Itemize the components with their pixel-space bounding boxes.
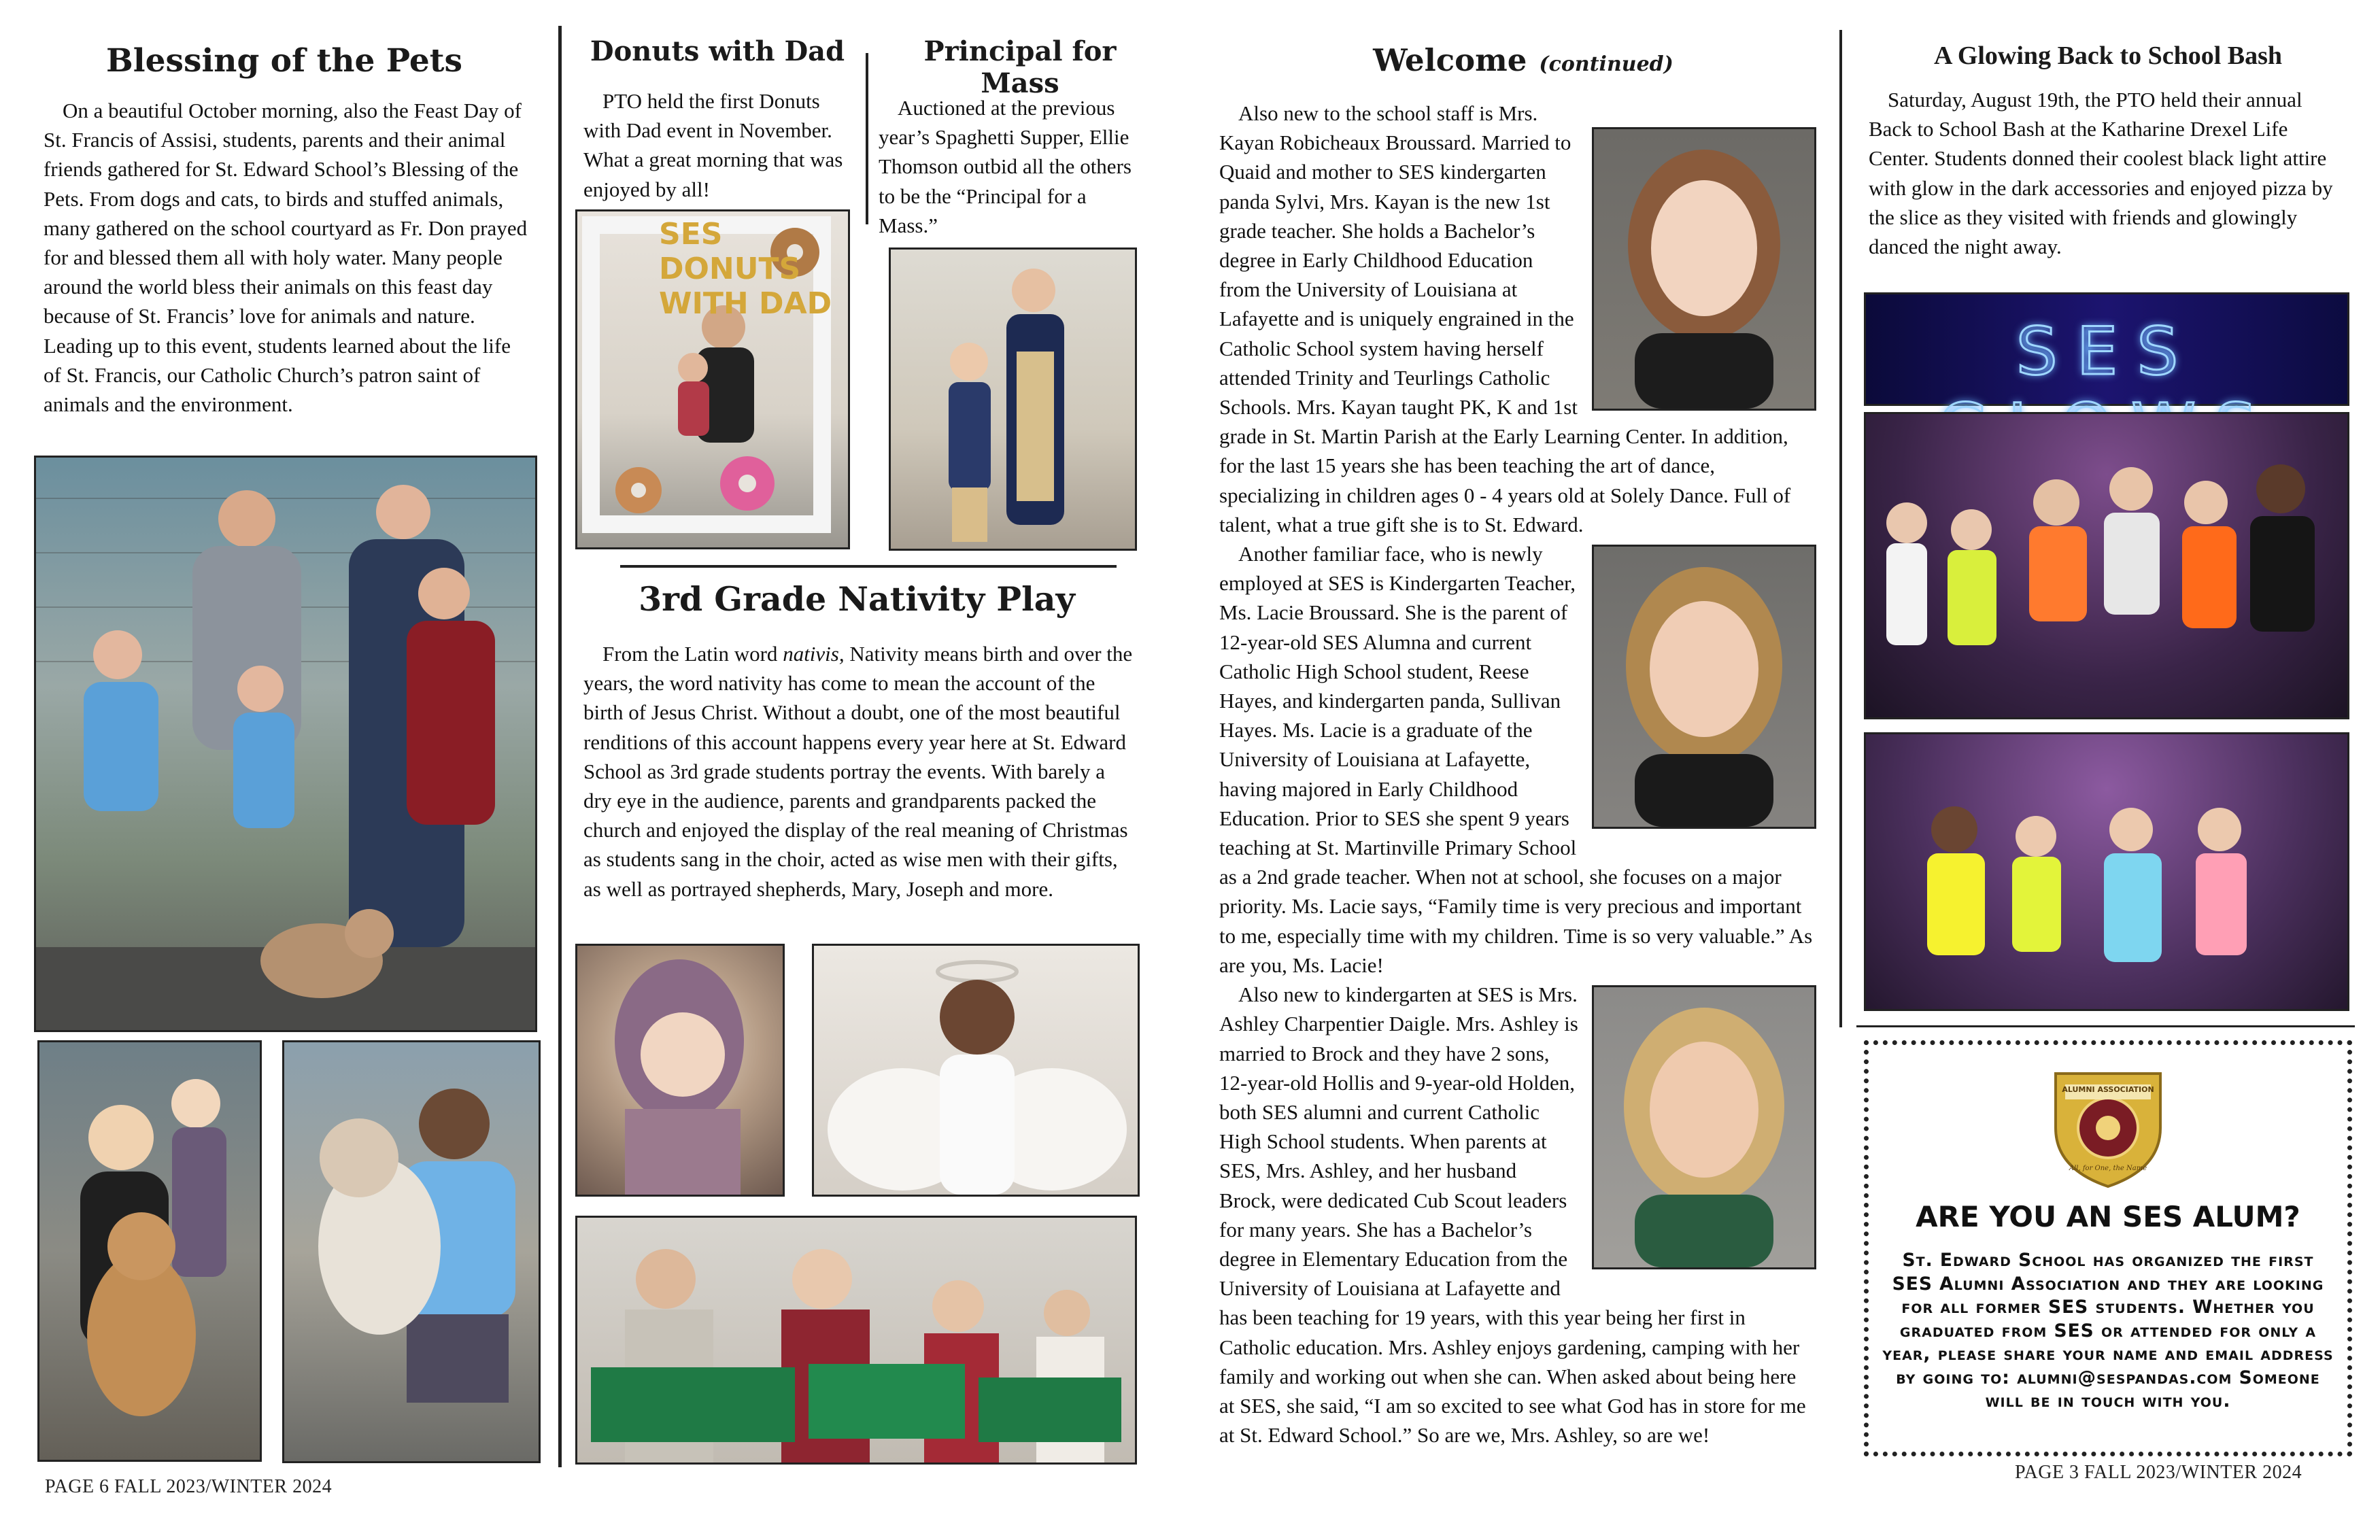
bash-title: A Glowing Back to School Bash — [1933, 41, 2283, 70]
teacher-portrait-illustration — [1594, 129, 1814, 409]
nativity-latin-word: nativis, — [783, 642, 845, 666]
section-rule — [620, 565, 1117, 568]
nativity-title: 3rd Grade Nativity Play — [639, 579, 1075, 619]
column-rule-right — [1839, 30, 1842, 1027]
donuts-photo — [575, 209, 850, 549]
bash-girls-photo — [1864, 732, 2349, 1011]
welcome-para-3: Also new to kindergarten at SES is Mrs. Ashley Charpentier Daigle. Mrs. Ashley is married to Brock and they have 2 sons, 12-year-old Hollis and 9-year-old Holden, both SES alumni and current Catholic High School students. When parents at SES, Mrs. Ashley, and her husband Brock, were dedicated Cub Scout leaders for many years. She has a Bachelor’s degree in Elementary Education from the University of Louisiana at Lafayette and has been teaching for 19 years, with this year being her first in Catholic education. Mrs. Ashley enjoys gardening, camping with her family and working out when she can. When asked about being here at SES, she said, “I am so excited to see what God has in store for me at St. Edward School.” So are we, Mrs. Ashley, so are we! — [1219, 982, 1806, 1448]
ses-glows-banner — [1864, 292, 2349, 406]
nativity-choir-photo — [575, 1216, 1137, 1465]
pets-girl-dog-photo — [37, 1040, 262, 1462]
left-folio: PAGE 6 FALL 2023/WINTER 2024 — [45, 1476, 333, 1497]
donuts-title: Donuts with Dad — [590, 35, 845, 67]
donuts-body: PTO held the first Donuts with Dad event in November. What a great morning that was enjoyed by all! — [583, 89, 843, 201]
mary-costume-illustration — [577, 946, 783, 1195]
alumni-body: St. Edward School has organized the first SES Alumni Association and they are looking for all former SES students. Whether you graduated from SES or attended for only a year, please share your name and email address by going to: alumni@sespandas.com Someone will be in touch with you. — [1882, 1250, 2334, 1411]
choir-illustration — [577, 1218, 1135, 1462]
teacher-lacie-photo — [1592, 545, 1816, 829]
welcome-para-1: Also new to the school staff is Mrs. Kayan Robicheaux Broussard. Married to Quaid and mother to SES kindergarten panda Sylvi, Mrs. Kayan is the new 1st grade teacher. She holds a Bachelor’s degree in Early Childhood Education from the University of Louisiana at Lafayette and is uniquely engrained in the Catholic School system having herself attended Trinity and Teurlings Catholic Schools. Mrs. Kayan taught PK, K and 1st grade in St. Martin Parish at the Early Learning Center. In addition, for the last 15 years she has been teaching the art of dance, specializing in children ages 0 - 4 years old at Solely Dance. Full of talent, what a true gift she is to St. Edward. — [1219, 101, 1791, 536]
teacher-portrait-illustration-2 — [1594, 547, 1814, 827]
family-dogs-illustration — [36, 458, 535, 1030]
ses-glows-text: SES — [2016, 313, 2198, 390]
alumni-box — [1864, 1040, 2352, 1456]
girl-with-dog-illustration — [39, 1042, 260, 1460]
glow-boys-illustration — [1866, 414, 2347, 717]
bash-boys-photo — [1864, 412, 2349, 719]
alumni-crest-motto: All, for One, the Name — [2069, 1165, 2147, 1172]
column-rule-small — [866, 53, 868, 224]
section-rule-right — [1856, 1025, 2355, 1027]
principal-girl-illustration — [891, 250, 1135, 549]
pets-title: Blessing of the Pets — [106, 42, 462, 80]
mass-title: Principal for Mass — [923, 35, 1117, 99]
welcome-continued: (continued) — [1539, 52, 1673, 76]
welcome-title — [1265, 42, 1782, 78]
pets-boy-dog-photo — [282, 1040, 541, 1463]
nativity-body-pre: From the Latin word — [602, 642, 783, 666]
mass-body: Auctioned at the previous year’s Spaghetti Supper, Ellie Thomson outbid all the others to be the “Principal for a Mass.” — [879, 96, 1132, 237]
teacher-kayan-photo — [1592, 127, 1816, 411]
welcome-column — [1219, 99, 1816, 1450]
column-rule — [558, 26, 562, 1467]
welcome-para-2: Another familiar face, who is newly employed at SES is Kindergarten Teacher, Ms. Lacie Broussard. She is the parent of 12-year-old SES Alumna and current Catholic High School student, Reese Hayes, and kindergarten panda, Sullivan Hayes. Ms. Lacie is a graduate of the University of Louisiana at Lafayette, having majored in Early Childhood Education. Prior to SES she spent 9 years teaching at St. Martinville Primary School as a 2nd grade teacher. When not at school, she focuses on a major priority. Ms. Lacie says, “Family time is very precious and important to me, especially time with my children. Time is so very valuable.” As are you, Ms. Lacie! — [1219, 542, 1813, 977]
pets-body: On a beautiful October morning, also the Feast Day of St. Francis of Assisi, students, parents and their animal friends gathered for St. Edward School’s Blessing of the Pets. From dogs and cats, to birds and stuffed animals, many gathered on the school courtyard as Fr. Don prayed for and blessed them all with holy water. Many people around the world bless their animals on this feast day because of St. Francis’ love for animals and nature. Leading up to this event, students learned about the life of St. Francis, our Catholic Church’s patron saint of animals and the environment. — [44, 99, 528, 417]
nativity-body — [583, 639, 1134, 904]
glow-girls-illustration — [1866, 734, 2347, 1009]
alumni-title: ARE YOU AN SES ALUM? — [1916, 1200, 2300, 1233]
boy-with-dog-illustration — [284, 1042, 539, 1461]
welcome-title-text: Welcome — [1373, 42, 1527, 78]
nativity-mary-photo — [575, 944, 785, 1197]
nativity-angel-photo — [812, 944, 1140, 1197]
angel-costume-illustration — [814, 946, 1138, 1195]
bash-body: Saturday, August 19th, the PTO held their annual Back to School Bash at the Katharine Drexel Life Center. Students donned their coolest black light attire with glow in the dark accessories and enjoyed pizza by the slice as they visited with friends and glowingly danced the night away. — [1869, 88, 2333, 259]
pets-family-photo — [34, 456, 537, 1032]
right-folio: PAGE 3 FALL 2023/WINTER 2024 — [2015, 1462, 2302, 1483]
donuts-sign-text: SES DONUTS WITH DAD — [659, 217, 832, 321]
alumni-crest-label: ALUMNI ASSOCIATION — [2062, 1085, 2154, 1094]
nativity-body-post: Nativity means birth and over the years, the word nativity has come to mean the account of the birth of Jesus Christ. Without a doubt, one of the most beautiful renditions of this account happens every year here at St. Edward School as 3rd grade students portray the events. With barely a dry eye in the audience, parents and grandparents packed the church and enjoyed the display of the real meaning of Christmas as students sang in the choir, acted as wise men with their gifts, as well as portrayed shepherds, Mary, Joseph and more. — [583, 642, 1133, 901]
teacher-ashley-photo — [1592, 985, 1816, 1269]
teacher-portrait-illustration-3 — [1594, 987, 1814, 1267]
mass-photo — [889, 247, 1137, 551]
